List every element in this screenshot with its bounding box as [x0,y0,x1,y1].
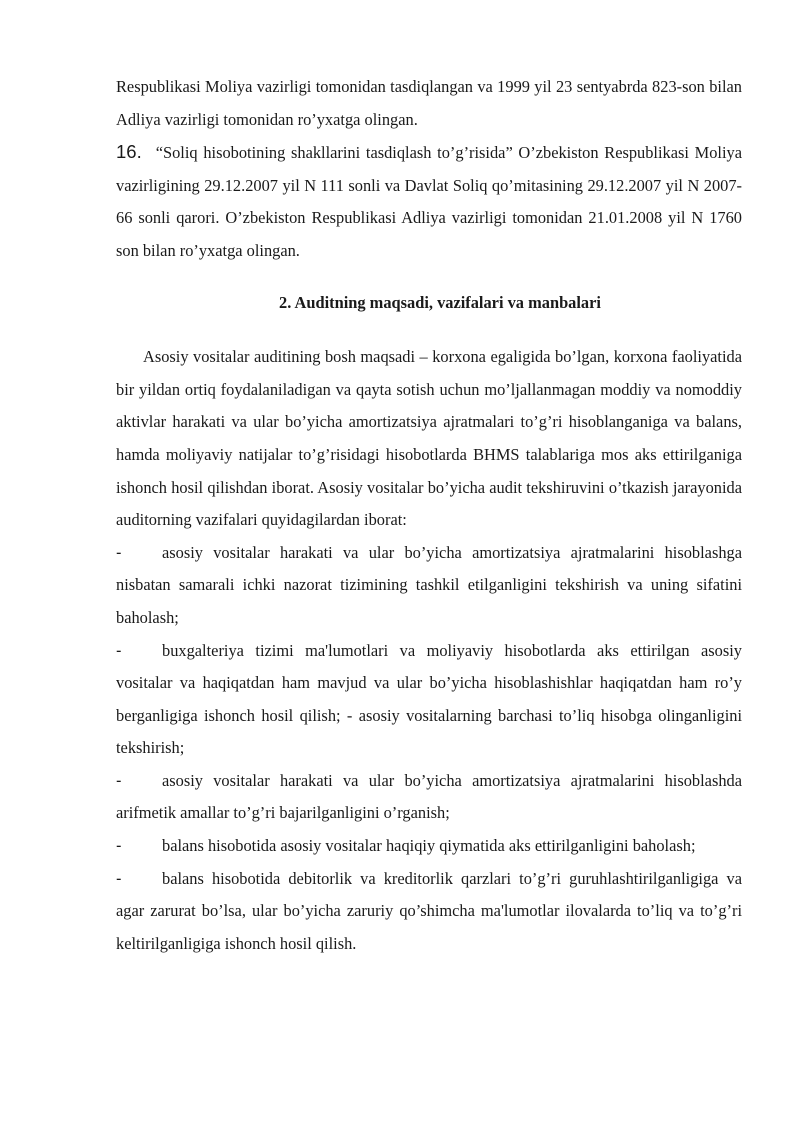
dash-marker: - [116,869,122,888]
reference-continuation: Respublikasi Moliya vazirligi tomonidan tasdiqlangan va 1999 yil 23 sentyabrda 823-son bilan Adliya vazirligi tomonidan ro’yxatga olingan. [116,77,742,129]
document-page [116,71,742,960]
dash-marker: - [116,543,122,562]
list-item [116,863,742,961]
dash-marker: - [116,771,122,790]
intro-paragraph: Asosiy vositalar auditining bosh maqsadi – korxona egaligida bo’lgan, korxona faoliyatida bir yildan ortiq foydalaniladigan va qayta sotish uchun mo’ljallanmagan moddiy va nomoddiy aktivlar harakati va ular bo’yicha amortizatsiya ajratmalari to’g’ri hisoblanganiga va balans, hamda moliyaviy natijalar to’g’risidagi hisobotlarda BHMS talablariga mos aks ettirilganiga ishonch hosil qilishdan iborat. Asosiy vositalar bo’yicha audit tekshiruvini o’tkazish jarayonida auditorning vazifalari quyidagilardan iborat: [116,347,742,530]
list-item [116,830,742,863]
list-item-text: asosiy vositalar harakati va ular bo’yicha amortizatsiya ajratmalarini hisoblashga nisbatan samarali ichki nazorat tizimining tashkil etilganligini tekshirish va uning sifatini baholash; [116,542,742,627]
list-item-text: buxgalteriya tizimi ma'lumotlari va moliyaviy hisobotlarda aks ettirilgan asosiy vositalar va haqiqatdan ham mavjud va ular bo’yicha hisoblashishlar haqiqatdan ham ro’y berganligiga ishonch hosil qilish; - asosiy vositalarning barchasi to’liq hisobga olinganligini tekshirish; [116,640,742,758]
section-heading: 2. Auditning maqsadi, vazifalari va manbalari [279,292,601,312]
list-item [116,765,742,830]
reference-number: 16. [116,141,142,163]
reference-16 [116,136,742,267]
list-item-text: balans hisobotida debitorlik va kreditorlik qarzlari to’g’ri guruhlashtirilganligiga va agar zarurat bo’lsa, ular bo’yicha zaruriy qo’shimcha ma'lumotlar ilovalarda to’liq va to’g’ri keltirilganligiga ishonch hosil qilish. [116,868,742,953]
list-item-text: asosiy vositalar harakati va ular bo’yicha amortizatsiya ajratmalarini hisoblashda arifmetik amallar to’g’ri bajarilganligini o’rganish; [116,770,742,823]
list-item [116,635,742,765]
list-item [116,537,742,635]
reference-text: “Soliq hisobotining shakllarini tasdiqlash to’g’risida” O’zbekiston Respublikasi Moliya vazirligining 29.12.2007 yil N 111 sonli va Davlat Soliq qo’mitasining 29.12.2007 yil N 2007-66 sonli qarori. O’zbekiston Respublikasi Adliya vazirligi tomonidan 21.01.2008 yil N 1760 son bilan ro’yxatga olingan. [116,143,742,260]
list-item-text: balans hisobotida asosiy vositalar haqiqiy qiymatida aks ettirilganligini baholash; [162,836,696,856]
dash-marker: - [116,837,122,856]
dash-marker: - [116,641,122,660]
